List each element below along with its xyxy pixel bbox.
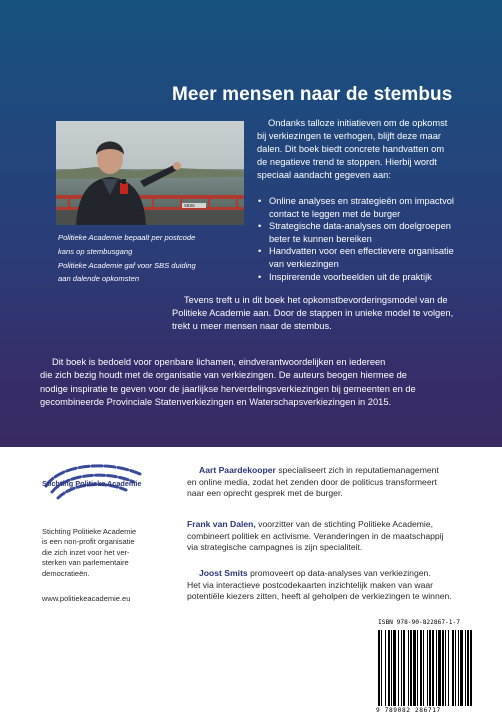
bio-line: combineert politiek en activisme. Veranderingen in de maatschappij [187, 530, 444, 541]
tv-reporter-photo-icon [56, 121, 244, 225]
author-name: Joost Smits [199, 568, 248, 578]
author-bio-van-dalen [187, 519, 469, 554]
barcode-bar [442, 630, 444, 706]
bullet-line: van verkiezingen [269, 258, 339, 269]
bullet-item [257, 195, 462, 220]
publisher-line: die zich inzet voor het ver- [42, 547, 130, 557]
audience-paragraph [40, 356, 472, 409]
bullet-line: beter te kunnen bereiken [269, 233, 372, 244]
model-paragraph [172, 294, 472, 332]
publisher-url[interactable]: www.politiekeacademie.eu [42, 594, 131, 603]
bullet-line: • Online analyses en strategieën om impactvol [269, 196, 455, 206]
bullet-line: • Handvatten voor een effectievere organisatie [269, 246, 454, 257]
barcode-bar [438, 630, 441, 706]
publisher-line: Stichting Politieke Academie [42, 527, 137, 536]
barcode-bar [385, 630, 386, 706]
intro-line: Ondanks talloze initiatieven om de opkomst [268, 118, 448, 128]
photo-caption [58, 231, 248, 286]
bullet-item [257, 220, 462, 245]
barcode-bar [381, 630, 382, 706]
barcode-bar [458, 630, 459, 706]
barcode-bar [448, 630, 449, 706]
barcode-bar [436, 630, 437, 706]
audience-line: die zich bezig houdt met de organisatie van verkiezingen. De auteurs beogen hiermee de [40, 370, 407, 381]
model-line: trekt u meer mensen naar de stembus. [172, 320, 332, 331]
reporter-photo [56, 121, 244, 225]
barcode-bar [417, 630, 418, 706]
barcode-bar [423, 630, 424, 706]
barcode-bar [391, 630, 392, 706]
bio-line: specialiseert zich in reputatiemanagement [275, 465, 439, 475]
audience-line: nodige inspiratie te geven voor de jaarlijkse herverdelingsverkiezingen bij gemeenten en de [40, 383, 416, 394]
caption-line: Politieke Academie bepaalt per postcode [58, 233, 196, 242]
barcode-bar [455, 630, 456, 706]
bullet-line: contact te leggen met de burger [269, 208, 401, 219]
caption-line: kans op stembusgang [58, 246, 133, 256]
audience-line: Dit boek is bedoeld voor openbare lichamen, eindverantwoordelijken en iedereen [52, 357, 386, 367]
page-title: Meer mensen naar de stembus [172, 84, 453, 105]
intro-line: de negatieve trend te stoppen. Hierbij wordt [257, 156, 437, 167]
isbn-label: ISBN 978-90-822867-1-7 [378, 619, 460, 626]
bullet-line: • Strategische data-analyses om doelgroepen [269, 221, 451, 232]
barcode-bar [403, 630, 405, 706]
barcode-bar [420, 630, 422, 706]
bio-line: potentiële kiezers zitten, heeft al geholpen de verkiezingen te winnen. [187, 591, 452, 602]
bullet-item [257, 245, 462, 270]
publisher-description [42, 527, 162, 579]
bio-line: naar een oprecht gesprek met de burger. [187, 488, 343, 499]
author-name: Aart Paardekooper [199, 465, 276, 475]
barcode-bar [393, 630, 396, 706]
bullet-item [257, 271, 462, 284]
barcode-bar [378, 630, 380, 706]
bio-line: via strategische campagnes is zijn specialiteit. [187, 542, 363, 553]
barcode-bar [465, 630, 466, 706]
author-bio-paardekooper [187, 465, 469, 500]
publisher-line: democratieën. [42, 568, 90, 578]
bio-line: Het via interactieve postcodekaarten inzichtelijk maken van waar [187, 579, 434, 590]
intro-paragraph [257, 117, 455, 182]
intro-line: speciaal aandacht gegeven aan: [257, 169, 391, 180]
publisher-line: sterken van parlementaire [42, 558, 129, 568]
bio-line: promoveert op data-analyses van verkiezingen. [247, 568, 431, 578]
barcode-bar [429, 630, 431, 706]
intro-line: dalen. Dit boek biedt concrete handvatten om [257, 143, 445, 154]
caption-line: Politieke Academie gaf voor SBS duiding [58, 260, 196, 270]
barcode-bar [408, 630, 409, 706]
barcode-bar [452, 630, 454, 706]
caption-line: aan dalende opkomsten [58, 274, 140, 284]
isbn-digits: 9 789082 286717 [376, 707, 441, 714]
model-line: Politieke Academie aan. Door de stappen in unieke model te volgen, [172, 307, 454, 318]
barcode-bar [470, 630, 472, 706]
bio-line: en online media, zodat het zenden door de politicus transformeert [187, 476, 437, 487]
focus-bullet-list [257, 195, 462, 283]
barcode-bar [460, 630, 463, 706]
model-line: Tevens treft u in dit boek het opkomstbevorderingsmodel van de [184, 295, 448, 305]
bio-line: voorzitter van de stichting Politieke Academie, [255, 519, 433, 529]
barcode-bar [413, 630, 416, 706]
author-name: Frank van Dalen, [187, 519, 256, 529]
tv-overlay-text: SBS6 [184, 203, 195, 208]
logo-wordmark: Stichting Politieke Academie [42, 479, 142, 488]
barcode-bar [401, 630, 402, 706]
barcode-bar [410, 630, 412, 706]
barcode-bar [445, 630, 446, 706]
barcode-bar [427, 630, 428, 706]
bullet-line: • Inspirerende voorbeelden uit de praktijk [269, 271, 432, 282]
barcode-bar [398, 630, 399, 706]
barcode-bar [467, 630, 469, 706]
barcode-icon [378, 630, 492, 706]
intro-line: bij verkiezingen te verhogen, blijft deze maar [257, 130, 441, 141]
publisher-line: is een non-profit organisatie [42, 537, 135, 547]
barcode-bar [432, 630, 434, 706]
barcode-bar [388, 630, 390, 706]
audience-line: gecombineerde Provinciale Statenverkiezingen en Waterschapsverkiezingen in 2015. [40, 396, 392, 407]
author-bio-smits [187, 568, 469, 603]
